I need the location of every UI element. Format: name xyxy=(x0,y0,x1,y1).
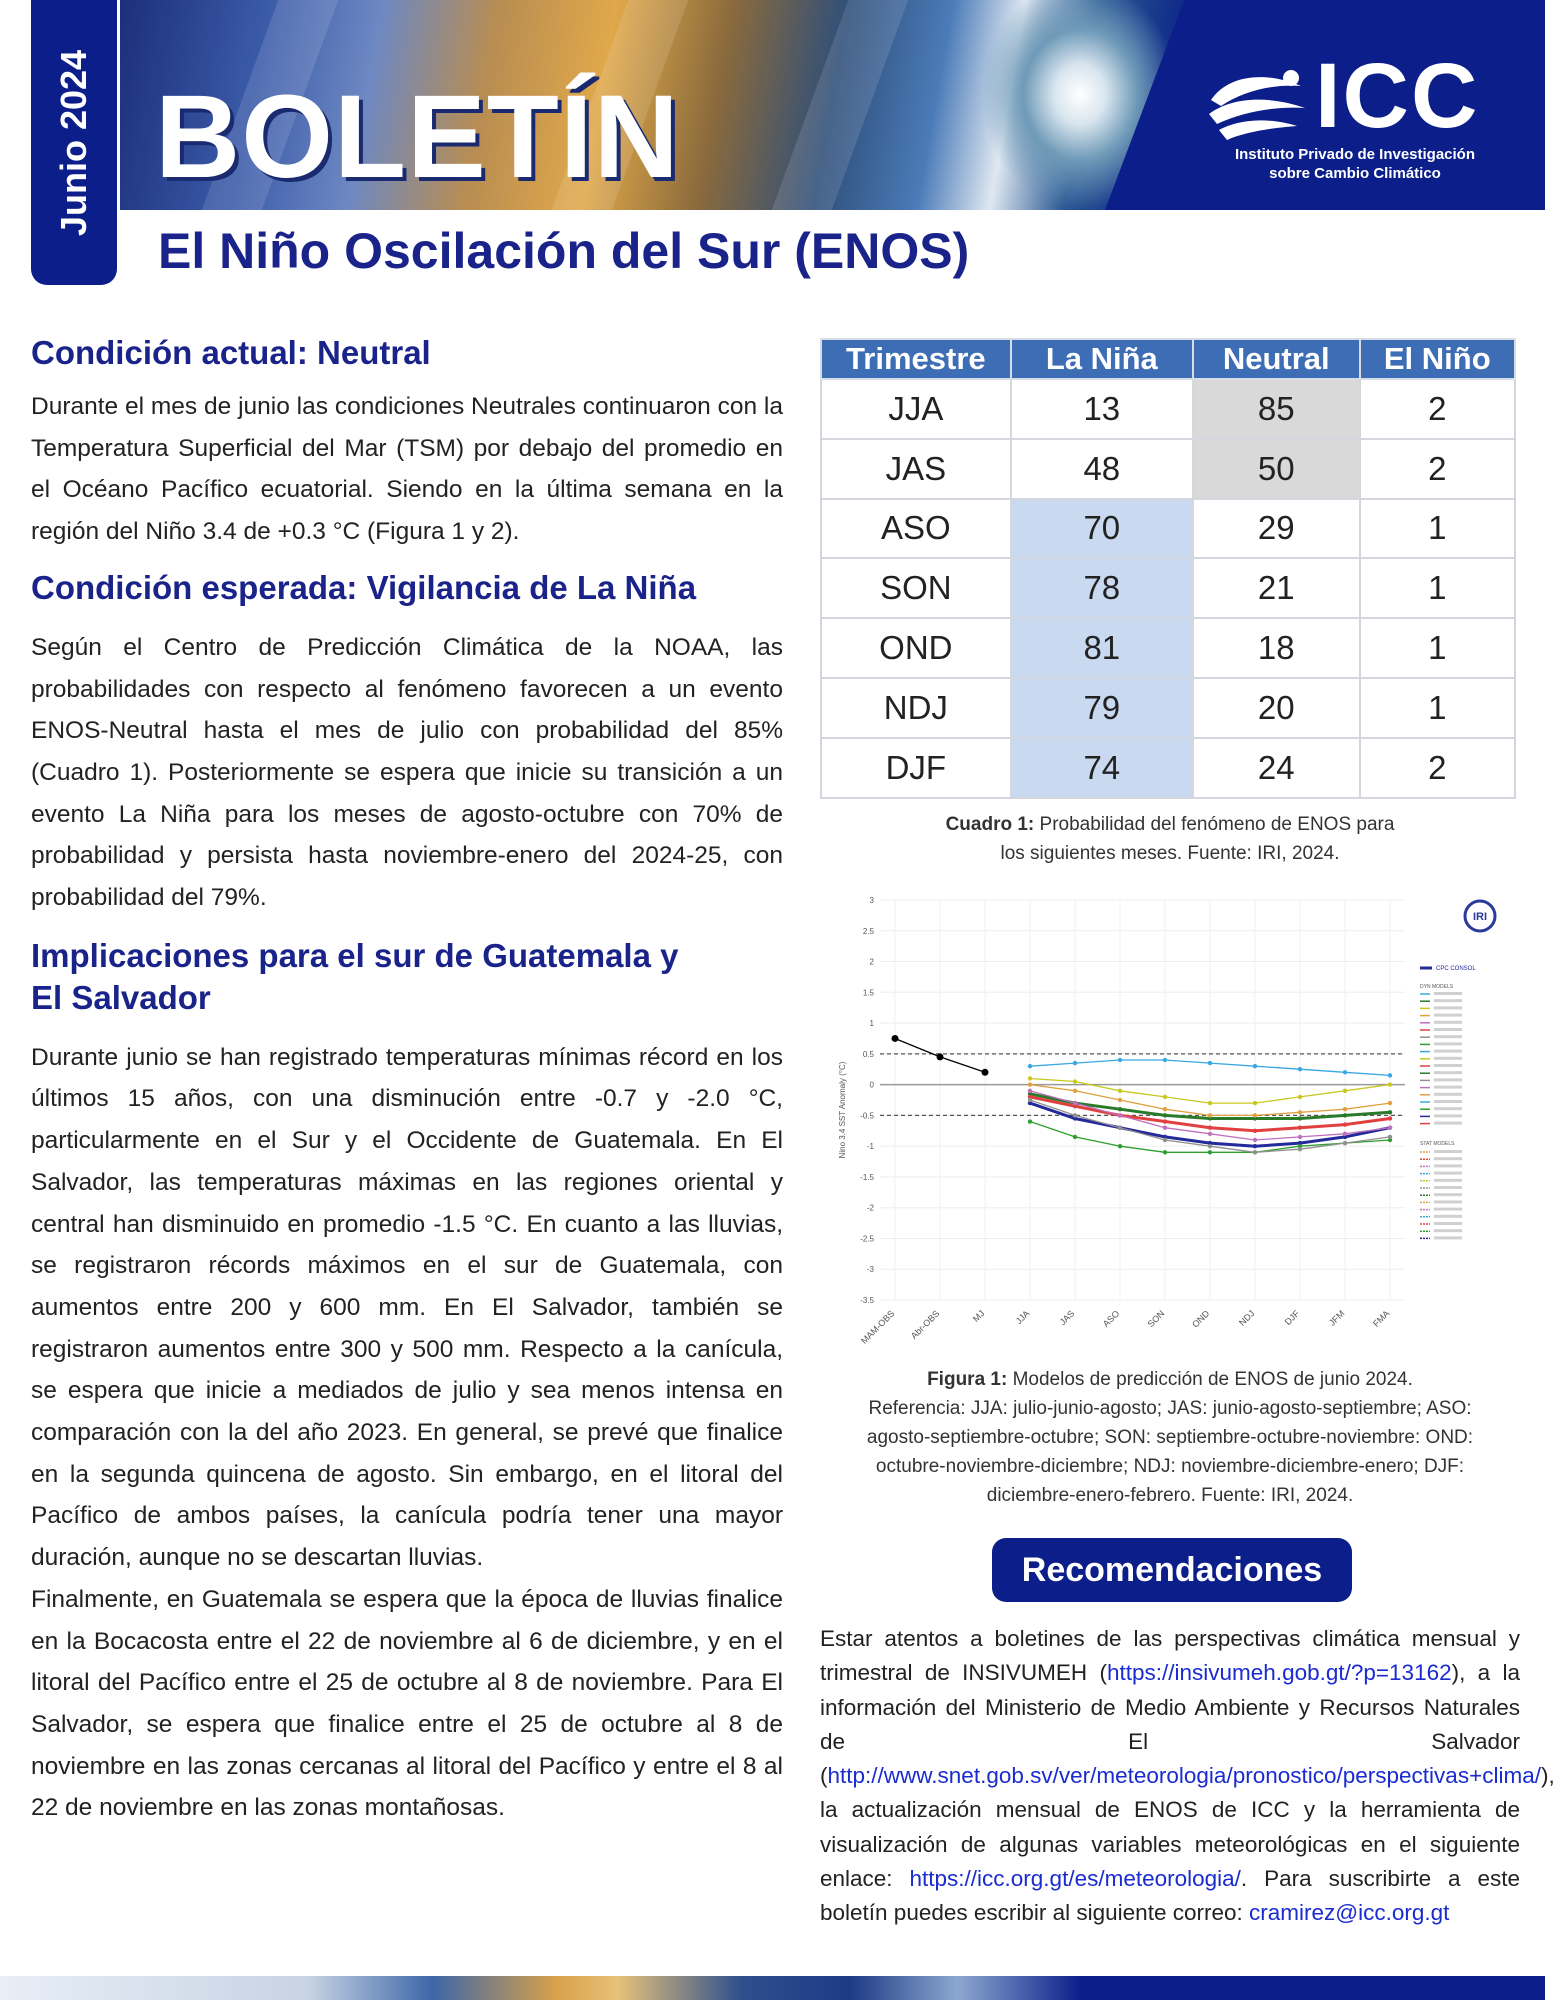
y-tick-label: 2 xyxy=(869,957,874,967)
legend-entry-placeholder xyxy=(1434,1050,1462,1053)
implications-text-2: Finalmente, en Guatemala se espera que la época de lluvias finalice en la Bocacosta entre el 22 de noviembre al 6 de diciembre, y en el litoral del Pacífico entre el 25 de octubre al 8 de noviembre. Para El Salvador, se espera que finalice entre el 25 de octubre al 8 de noviembre en las zonas cercanas al litoral del Pacífico y entre el 8 al 22 de noviembre en las zonas montañosas. xyxy=(31,1585,783,1822)
x-tick-label: JFM xyxy=(1326,1308,1347,1328)
table-cell: 20 xyxy=(1193,678,1360,738)
data-point xyxy=(1298,1135,1302,1139)
data-point xyxy=(1163,1107,1167,1111)
table-cell: 79 xyxy=(1011,678,1193,738)
table-cell: NDJ xyxy=(821,678,1011,738)
data-point xyxy=(1343,1122,1347,1126)
icc-meteorologia-link[interactable]: https://icc.org.gt/es/meteorologia/ xyxy=(909,1866,1241,1892)
legend-entry-placeholder xyxy=(1434,1122,1462,1125)
table-row xyxy=(821,738,1515,798)
table-cell: JAS xyxy=(821,439,1011,499)
legend-entry-placeholder xyxy=(1434,1215,1462,1218)
data-point xyxy=(1163,1058,1167,1062)
legend-entry-placeholder xyxy=(1434,1150,1462,1153)
data-point xyxy=(1163,1138,1167,1142)
chart-x-ticks xyxy=(859,1308,1391,1346)
table-cell: 50 xyxy=(1193,439,1360,499)
chart-y-ticks xyxy=(860,896,874,1305)
data-point xyxy=(1028,1119,1032,1123)
table-cell: OND xyxy=(821,618,1011,678)
data-point xyxy=(1208,1132,1212,1136)
x-tick-label: NDJ xyxy=(1236,1308,1257,1328)
data-point xyxy=(1298,1095,1302,1099)
data-point xyxy=(1253,1129,1257,1133)
data-point xyxy=(1253,1144,1257,1148)
data-point xyxy=(1118,1098,1122,1102)
legend-entry-placeholder xyxy=(1434,1157,1462,1160)
y-tick-label: -3 xyxy=(866,1265,874,1275)
legend-entry-placeholder xyxy=(1434,1086,1462,1089)
legend-dyn-header: DYN MODELS xyxy=(1420,984,1454,990)
recommendations-banner: Recomendaciones xyxy=(992,1538,1352,1602)
data-point xyxy=(1343,1113,1347,1117)
x-tick-label: SON xyxy=(1145,1308,1167,1330)
data-point xyxy=(1343,1070,1347,1074)
enso-probability-table xyxy=(820,338,1516,799)
x-tick-label: OND xyxy=(1190,1308,1212,1330)
current-condition-heading: Condición actual: Neutral xyxy=(31,334,431,371)
data-point xyxy=(1343,1141,1347,1145)
y-tick-label: 0.5 xyxy=(862,1049,874,1059)
table-row xyxy=(821,678,1515,738)
table-cell: JJA xyxy=(821,379,1011,439)
expected-condition-heading: Condición esperada: Vigilancia de La Niña xyxy=(31,568,697,606)
legend-entry-placeholder xyxy=(1434,1179,1462,1182)
data-point xyxy=(1388,1101,1392,1105)
data-point xyxy=(1253,1064,1257,1068)
table-row xyxy=(821,618,1515,678)
data-point xyxy=(1253,1101,1257,1105)
table-cell: 1 xyxy=(1360,558,1515,618)
table-cell: 2 xyxy=(1360,379,1515,439)
snet-link[interactable]: http://www.snet.gob.sv/ver/meteorologia/pronostico/perspectivas+clima/ xyxy=(827,1763,1541,1789)
legend-entry-placeholder xyxy=(1434,1193,1462,1196)
data-point xyxy=(1253,1138,1257,1142)
implications-text-1: Durante junio se han registrado temperaturas mínimas récord en los últimos 15 años, con una disminución entre -0.7 y -2.0 °C, particularmente en el Sur y el Occidente de Guatemala. En El Salvador, las temperaturas máximas en las regiones oriental y central han disminuido en promedio -1.5 °C. En cuanto a las lluvias, se registraron récords máximos en el sur de Guatemala, con aumentos entre 200 y 600 mm. En El Salvador, también se registraron aumentos entre 300 y 500 mm. Respecto a la canícula, se espera que inicie a mediados de julio y sea menos intensa en comparación con la del año 2023. En general, se prevé que finalice en la segunda quincena de agosto. Sin embargo, en el litoral del Pacífico de ambos países, la canícula podría tener una mayor duración, aunque no se descartan lluvias. xyxy=(31,1043,783,1572)
y-tick-label: -3.5 xyxy=(860,1296,874,1305)
x-tick-label: JJA xyxy=(1013,1308,1032,1327)
data-point xyxy=(1388,1082,1392,1086)
legend-entry-placeholder xyxy=(1434,1100,1462,1103)
data-point xyxy=(1028,1098,1032,1102)
issue-date: Junio 2024 xyxy=(53,49,94,236)
table-cell: 1 xyxy=(1360,499,1515,559)
table-row xyxy=(821,499,1515,559)
table-header-row xyxy=(821,339,1515,379)
y-tick-label: -1.5 xyxy=(860,1172,874,1182)
implications-heading: Implicaciones para el sur de Guatemala y El Salvador xyxy=(31,936,679,1016)
data-point xyxy=(1028,1082,1032,1086)
legend-entry-placeholder xyxy=(1434,1064,1462,1067)
data-point xyxy=(1118,1089,1122,1093)
icc-wordmark: ICC xyxy=(1315,45,1480,147)
legend-entry-placeholder xyxy=(1434,1042,1462,1045)
legend-entry-placeholder xyxy=(1434,1028,1462,1031)
table-cell: 81 xyxy=(1011,618,1193,678)
legend-entry-placeholder xyxy=(1434,1229,1462,1232)
legend-consensus-label: CPC CONSOL xyxy=(1436,966,1476,972)
table-row xyxy=(821,379,1515,439)
y-tick-label: -2.5 xyxy=(860,1234,874,1244)
legend-entry-placeholder xyxy=(1434,1071,1462,1074)
data-point xyxy=(1073,1089,1077,1093)
logo-tagline: Instituto Privado de Investigación sobre Cambio Climático xyxy=(1234,146,1476,182)
data-point xyxy=(1208,1061,1212,1065)
table-cell: 48 xyxy=(1011,439,1193,499)
data-point xyxy=(1343,1089,1347,1093)
data-point xyxy=(1028,1064,1032,1068)
table-cell: 18 xyxy=(1193,618,1360,678)
legend-entry-placeholder xyxy=(1434,1200,1462,1203)
data-point xyxy=(1073,1135,1077,1139)
data-point xyxy=(1208,1125,1212,1129)
data-point xyxy=(1073,1061,1077,1065)
legend-entry-placeholder xyxy=(1434,999,1462,1002)
data-point xyxy=(1388,1135,1392,1139)
table-cell: 70 xyxy=(1011,499,1193,559)
y-tick-label: -0.5 xyxy=(860,1111,874,1121)
data-point xyxy=(1208,1101,1212,1105)
data-point xyxy=(1208,1113,1212,1117)
column-header: Trimestre xyxy=(821,339,1011,379)
legend-entry-placeholder xyxy=(1434,992,1462,995)
data-point xyxy=(1208,1150,1212,1154)
iri-badge xyxy=(1465,901,1495,931)
data-point xyxy=(1388,1073,1392,1077)
data-point xyxy=(892,1035,899,1042)
bulletin-subtitle: El Niño Oscilación del Sur (ENOS) xyxy=(158,223,970,279)
column-header: El Niño xyxy=(1360,339,1515,379)
insivumeh-link[interactable]: https://insivumeh.gob.gt/?p=13162 xyxy=(1106,1660,1452,1686)
data-point xyxy=(1073,1113,1077,1117)
data-point xyxy=(1118,1125,1122,1129)
data-point xyxy=(1163,1119,1167,1123)
data-point xyxy=(1343,1132,1347,1136)
data-point xyxy=(1163,1150,1167,1154)
table-cell: 85 xyxy=(1193,379,1360,439)
table-cell: 24 xyxy=(1193,738,1360,798)
y-tick-label: -1 xyxy=(866,1142,874,1152)
data-point xyxy=(1253,1113,1257,1117)
legend-entry-placeholder xyxy=(1434,1093,1462,1096)
enso-model-forecast-chart xyxy=(820,880,1540,1370)
table-row xyxy=(821,439,1515,499)
data-point xyxy=(937,1053,944,1060)
legend-entry-placeholder xyxy=(1434,1057,1462,1060)
legend-entry-placeholder xyxy=(1434,1186,1462,1189)
legend-entry-placeholder xyxy=(1434,1035,1462,1038)
table-row xyxy=(821,558,1515,618)
footer-image-strip xyxy=(0,1976,1545,2000)
data-point xyxy=(1298,1067,1302,1071)
table-cell: 78 xyxy=(1011,558,1193,618)
data-point xyxy=(1028,1076,1032,1080)
data-point xyxy=(1298,1110,1302,1114)
column-header: Neutral xyxy=(1193,339,1360,379)
data-point xyxy=(1388,1110,1392,1114)
chart-series xyxy=(892,1035,1393,1155)
table-cell: 2 xyxy=(1360,738,1515,798)
figure-caption: Figura 1: Modelos de predicción de ENOS de junio 2024. Referencia: JJA: julio-junio-agosto; JAS: junio-agosto-septiembre; ASO: agosto-septiembre-octubre; SON: septiembre-octubre-noviembre: OND: octubre-noviembre-diciembre; NDJ: noviembre-diciembre-enero; DJF: diciembre-enero-febrero. Fuente: IRI, 2024. xyxy=(866,1369,1474,1506)
data-point xyxy=(1163,1125,1167,1129)
x-tick-label: FMA xyxy=(1370,1308,1392,1329)
legend-entry-placeholder xyxy=(1434,1107,1462,1110)
legend-entry-placeholder xyxy=(1434,1222,1462,1225)
data-point xyxy=(982,1069,989,1076)
data-point xyxy=(1388,1116,1392,1120)
chart-y-axis-label: Nino 3.4 SST Anomaly (°C) xyxy=(838,1061,847,1159)
legend-entry-placeholder xyxy=(1434,1172,1462,1175)
column-header: La Niña xyxy=(1011,339,1193,379)
table-cell: 2 xyxy=(1360,439,1515,499)
legend-entry-placeholder xyxy=(1434,1236,1462,1239)
data-point xyxy=(1343,1107,1347,1111)
data-point xyxy=(1253,1150,1257,1154)
legend-entry-placeholder xyxy=(1434,1006,1462,1009)
data-point xyxy=(1028,1089,1032,1093)
data-point xyxy=(1163,1113,1167,1117)
y-tick-label: 3 xyxy=(869,896,874,905)
data-point xyxy=(1163,1095,1167,1099)
chart-grid xyxy=(880,900,1405,1300)
table-caption: Cuadro 1: Probabilidad del fenómeno de ENOS para los siguientes meses. Fuente: IRI, 2024. xyxy=(945,814,1395,864)
table-cell: 74 xyxy=(1011,738,1193,798)
legend-entry-placeholder xyxy=(1434,1114,1462,1117)
table-cell: 1 xyxy=(1360,618,1515,678)
legend-entry-placeholder xyxy=(1434,1021,1462,1024)
table-cell: 13 xyxy=(1011,379,1193,439)
y-tick-label: -2 xyxy=(866,1203,874,1213)
data-point xyxy=(1118,1058,1122,1062)
y-tick-label: 2.5 xyxy=(862,926,874,936)
y-tick-label: 1.5 xyxy=(862,988,874,998)
table-cell: ASO xyxy=(821,499,1011,559)
icc-logo xyxy=(1205,45,1515,190)
data-point xyxy=(1388,1125,1392,1129)
iri-badge-label: IRI xyxy=(1472,911,1488,923)
table-cell: 1 xyxy=(1360,678,1515,738)
y-tick-label: 0 xyxy=(869,1080,874,1090)
date-tab xyxy=(31,0,117,285)
x-tick-label: DJF xyxy=(1282,1308,1302,1328)
expected-condition-text: Según el Centro de Predicción Climática de la NOAA, las probabilidades con respecto al fenómeno favorecen a un evento ENOS-Neutral hasta el mes de julio con probabilidad del 85% (Cuadro 1). Posteriormente se espera que inicie su transición a un evento La Niña para los meses de agosto-octubre con 70% de probabilidad y persista hasta noviembre-enero del 2024-25, con probabilidad del 79%. xyxy=(31,633,783,912)
legend-entry-placeholder xyxy=(1434,1208,1462,1211)
legend-entry-placeholder xyxy=(1434,1014,1462,1017)
x-tick-label: JAS xyxy=(1057,1308,1077,1328)
current-condition-text: Durante el mes de junio las condiciones Neutrales continuaron con la Temperatura Superficial del Mar (TSM) por debajo del promedio en el Océano Pacífico ecuatorial. Siendo en la última semana en la región del Niño 3.4 de +0.3 °C (Figura 1 y 2). xyxy=(31,393,783,546)
data-point xyxy=(1208,1144,1212,1148)
data-point xyxy=(1298,1147,1302,1151)
data-point xyxy=(1073,1079,1077,1083)
legend-stat-header: STAT MODELS xyxy=(1420,1141,1455,1147)
left-column xyxy=(31,332,783,1829)
x-tick-label: MAM-OBS xyxy=(858,1308,897,1346)
legend-entry-placeholder xyxy=(1434,1078,1462,1081)
data-point xyxy=(1298,1116,1302,1120)
table-cell: SON xyxy=(821,558,1011,618)
x-tick-label: MJ xyxy=(970,1308,987,1324)
data-point xyxy=(1073,1101,1077,1105)
y-tick-label: 1 xyxy=(869,1019,874,1029)
data-point xyxy=(1118,1113,1122,1117)
chart-legend xyxy=(1420,966,1476,1239)
table-cell: DJF xyxy=(821,738,1011,798)
data-point xyxy=(1118,1144,1122,1148)
recommendations-text: Estar atentos a boletines de las perspectivas climática mensual y trimestral de INSIVUMEH (https://insivumeh.gob.gt/?p=13162), a la información del Ministerio de Medio Ambiente y Recursos Naturales de El Salvador (http://www.snet.gob.sv/ver/meteorologia/pronostico/perspectivas+clima/), la actualización mensual de ENOS de ICC y la herramienta de visualización de algunas variables meteorológicas en el siguiente enlace: https://icc.org.gt/es/meteorologia/. Para suscribirte a este boletín puedes escribir al siguiente correo: cramirez@icc.org.gt xyxy=(820,1626,1555,1926)
bulletin-title: BOLETÍN xyxy=(155,71,680,203)
legend-entry-placeholder xyxy=(1434,1164,1462,1167)
x-tick-label: ASO xyxy=(1100,1308,1122,1329)
table-cell: 21 xyxy=(1193,558,1360,618)
x-tick-label: Abr-OBS xyxy=(908,1308,942,1341)
data-point xyxy=(1298,1125,1302,1129)
data-point xyxy=(1118,1107,1122,1111)
icc-leaf-logo-icon xyxy=(1205,56,1315,146)
contact-email-link[interactable]: cramirez@icc.org.gt xyxy=(1249,1900,1450,1926)
table-cell: 29 xyxy=(1193,499,1360,559)
bulletin-header xyxy=(0,0,1545,290)
